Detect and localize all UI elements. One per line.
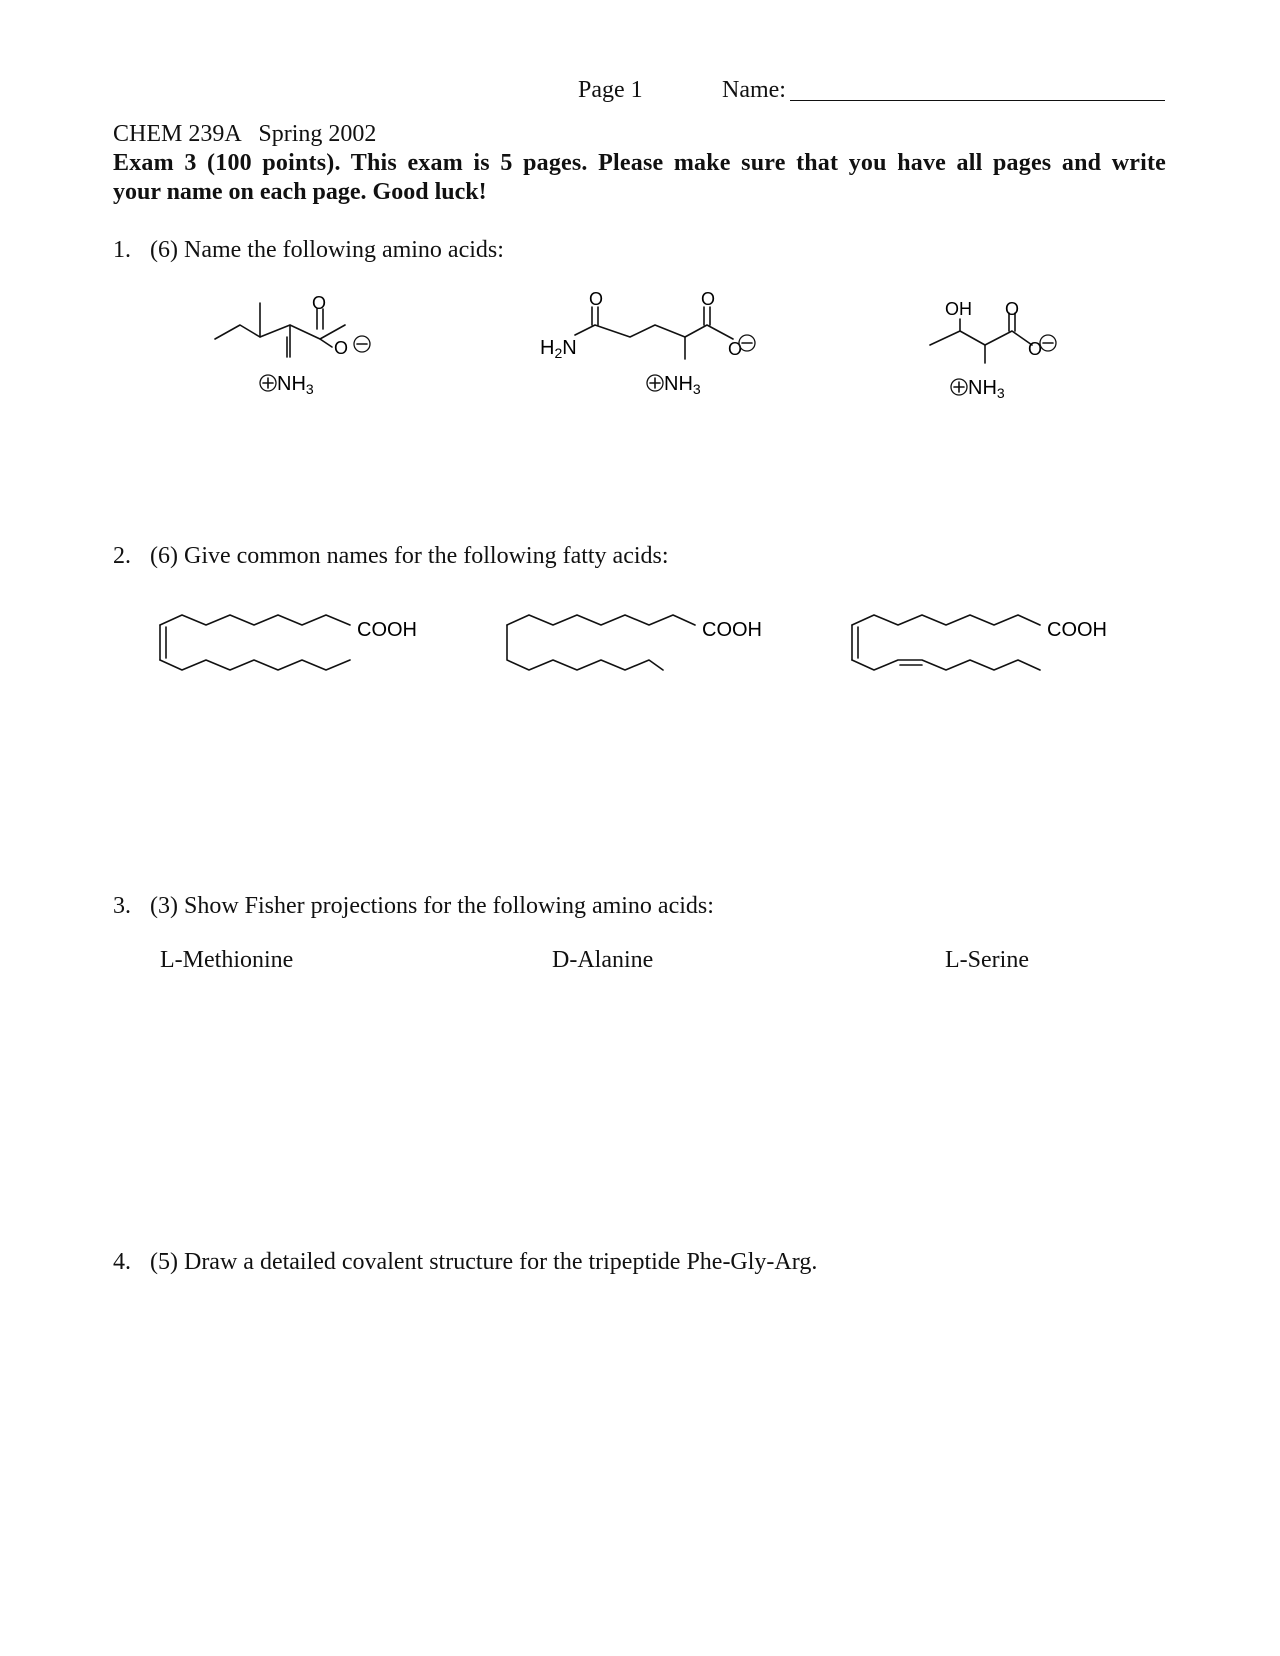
amino-acid-structure-3 <box>920 295 1070 405</box>
amide-carbonyl-o: O <box>589 289 604 309</box>
carbonyl-o: O <box>312 293 327 313</box>
amino-acid-structure-1 <box>200 295 390 405</box>
question-3-text: (3) Show Fisher projections for the following amino acids: <box>150 893 714 919</box>
ammonium-label: $NH_3$ <box>664 373 701 397</box>
ammonium-label: $NH_3$ <box>968 377 1005 401</box>
ammonium-label: $NH_3$ <box>277 373 314 397</box>
question-2-number: 2. <box>113 543 131 569</box>
page-number: Page 1 <box>578 77 643 103</box>
name-blank-line[interactable] <box>790 100 1165 101</box>
name-label: Name: <box>722 77 786 103</box>
question-1-text: (6) Name the following amino acids: <box>150 237 504 263</box>
fatty-acid-structure-1 <box>150 605 430 685</box>
question-4-text: (5) Draw a detailed covalent structure for the tripeptide Phe-Gly-Arg. <box>150 1249 818 1275</box>
instructions-line-2: your name on each page. Good luck! <box>113 179 487 205</box>
hydroxyl-label: OH <box>945 299 972 319</box>
amide-nh2-label: $H_2N$ <box>540 337 577 361</box>
question-3-number: 3. <box>113 893 131 919</box>
cooh-label: COOH <box>357 619 417 641</box>
carboxylate-o: O <box>728 339 743 359</box>
course-line: CHEM 239A Spring 2002 <box>113 121 377 147</box>
q3-item-l-methionine: L-Methionine <box>160 947 294 973</box>
question-4-number: 4. <box>113 1249 131 1275</box>
cooh-label: COOH <box>702 619 762 641</box>
carboxylate-o: O <box>1028 339 1043 359</box>
question-1-number: 1. <box>113 237 131 263</box>
question-2-text: (6) Give common names for the following fatty acids: <box>150 543 669 569</box>
q3-item-l-serine: L-Serine <box>945 947 1029 973</box>
carbonyl-o: O <box>1005 299 1020 319</box>
instructions-line-1: Exam 3 (100 points). This exam is 5 pages. Please make sure that you have all pages and write <box>113 150 1166 176</box>
amino-acid-structure-2 <box>535 289 765 405</box>
fatty-acid-structure-3 <box>840 605 1120 685</box>
carboxylate-o: O <box>334 338 349 358</box>
q3-item-d-alanine: D-Alanine <box>552 947 654 973</box>
cooh-label: COOH <box>1047 619 1107 641</box>
carbonyl-o: O <box>701 289 716 309</box>
fatty-acid-structure-2 <box>495 605 775 685</box>
